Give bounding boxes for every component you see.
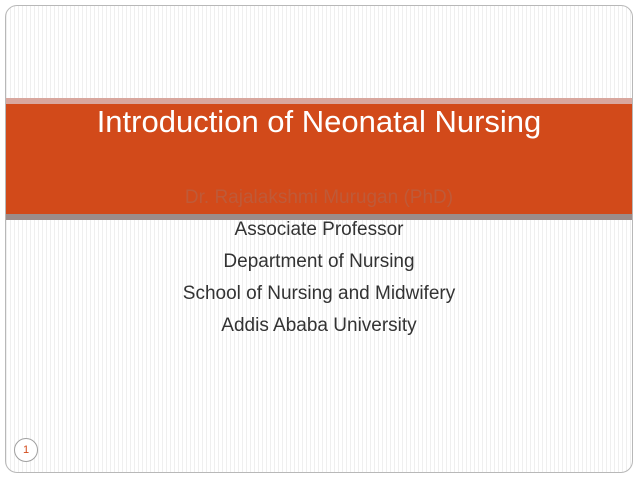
slide-title: Introduction of Neonatal Nursing [96, 104, 542, 139]
department: Department of Nursing [223, 251, 415, 272]
slide [5, 5, 633, 473]
university: Addis Ababa University [221, 315, 417, 336]
subtitle-block [6, 182, 632, 342]
author-position: Associate Professor [234, 219, 404, 240]
school: School of Nursing and Midwifery [182, 283, 456, 304]
author-name: Dr. Rajalakshmi Murugan (PhD) [184, 187, 454, 208]
slide-number-badge: 1 [14, 438, 38, 462]
